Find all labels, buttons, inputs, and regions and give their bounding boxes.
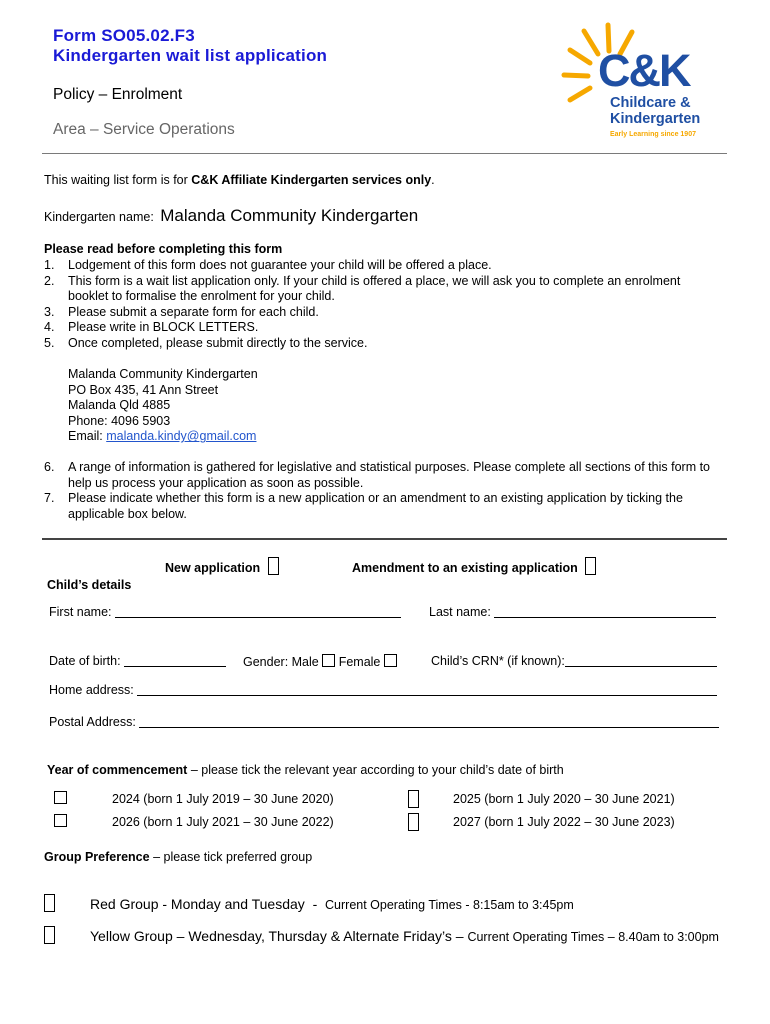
kindergarten-name-value: Malanda Community Kindergarten	[160, 206, 419, 225]
yellow-group-option: Yellow Group – Wednesday, Thursday & Alternate Friday’s – Current Operating Times – 8.40am to 3:00pm	[90, 928, 719, 944]
year-2024-checkbox[interactable]	[54, 791, 67, 804]
email-link[interactable]: malanda.kindy@gmail.com	[106, 429, 257, 444]
home-address-input[interactable]	[137, 683, 717, 696]
list-item: 5. Once completed, please submit directly to the service.	[44, 335, 368, 350]
year-2026-checkbox[interactable]	[54, 814, 67, 827]
dob-field: Date of birth:	[49, 654, 226, 668]
gender-field: Gender: Male Female	[243, 654, 397, 669]
crn-input[interactable]	[565, 654, 717, 667]
logo-tagline: Early Learning since 1907	[610, 131, 696, 138]
list-item: 6. A range of information is gathered for legislative and statistical purposes. Please complete all sections of this form to help us process your application as soon as possible.	[44, 460, 710, 490]
red-group-option: Red Group - Monday and Tuesday - Current Operating Times - 8:15am to 3:45pm	[90, 896, 574, 912]
year-2026-label: 2026 (born 1 July 2021 – 30 June 2022)	[112, 815, 334, 829]
logo-brand: C&K	[598, 45, 690, 96]
group-preference-heading: Group Preference – please tick preferred group	[44, 850, 313, 864]
female-checkbox[interactable]	[384, 654, 397, 667]
list-item: 4. Please write in BLOCK LETTERS.	[44, 320, 259, 335]
first-name-input[interactable]	[115, 605, 401, 618]
list-item: 2. This form is a wait list application only. If your child is offered a place, we will ask you to complete an enrolment booklet to formalise the enrolment for your child.	[44, 273, 681, 304]
kindergarten-name-row: Kindergarten name: Malanda Community Kindergarten	[44, 206, 419, 225]
instructions-list-b	[44, 460, 724, 522]
year-2025-label: 2025 (born 1 July 2020 – 30 June 2021)	[453, 792, 675, 806]
amendment-checkbox[interactable]	[585, 557, 596, 575]
new-application-option: New application	[165, 557, 279, 575]
crn-field: Child’s CRN* (if known):	[431, 654, 717, 668]
logo-line1: Childcare &	[610, 95, 691, 111]
ck-logo	[560, 18, 720, 146]
year-2027-label: 2027 (born 1 July 2022 – 30 June 2023)	[453, 815, 675, 829]
red-group-checkbox[interactable]	[44, 894, 55, 912]
postal-address-input[interactable]	[139, 715, 719, 728]
year-2025-checkbox[interactable]	[408, 790, 419, 808]
form-code: Form SO05.02.F3	[53, 26, 195, 45]
header-divider	[42, 153, 727, 154]
instructions-heading: Please read before completing this form	[44, 242, 283, 256]
intro-text: This waiting list form is for C&K Affiliate Kindergarten services only.	[44, 173, 435, 187]
kindergarten-name-label: Kindergarten name	[44, 210, 151, 224]
first-name-field: First name:	[49, 605, 401, 619]
logo-line2: Kindergarten	[610, 111, 701, 127]
form-title: Kindergarten wait list application	[53, 46, 328, 65]
policy-label: Policy – Enrolment	[53, 86, 183, 103]
area-label: Area – Service Operations	[53, 121, 235, 138]
male-checkbox[interactable]	[322, 654, 335, 667]
last-name-field: Last name:	[429, 605, 716, 619]
amendment-option: Amendment to an existing application	[352, 557, 596, 575]
year-2024-label: 2024 (born 1 July 2019 – 30 June 2020)	[112, 792, 334, 806]
last-name-input[interactable]	[494, 605, 716, 618]
commencement-heading: Year of commencement – please tick the relevant year according to your child’s date of birth	[47, 763, 564, 777]
list-item: 3. Please submit a separate form for each child.	[44, 304, 319, 319]
new-application-checkbox[interactable]	[268, 557, 279, 575]
section-divider	[42, 538, 727, 540]
list-item: 1. Lodgement of this form does not guarantee your child will be offered a place.	[44, 258, 492, 272]
postal-address-field: Postal Address:	[49, 715, 719, 729]
dob-input[interactable]	[124, 654, 226, 667]
instructions-list-a	[44, 258, 724, 352]
year-2027-checkbox[interactable]	[408, 813, 419, 831]
home-address-field: Home address:	[49, 683, 717, 697]
childs-details-heading: Child’s details	[47, 578, 132, 592]
yellow-group-checkbox[interactable]	[44, 926, 55, 944]
service-address: Malanda Community Kindergarten PO Box 435, 41 Ann Street Malanda Qld 4885 Phone: 4096 5903 Email: malanda.kindy@gmail.com	[68, 367, 258, 444]
list-item: 7. Please indicate whether this form is a new application or an amendment to an existing application by ticking the applicable box below.	[44, 491, 683, 521]
